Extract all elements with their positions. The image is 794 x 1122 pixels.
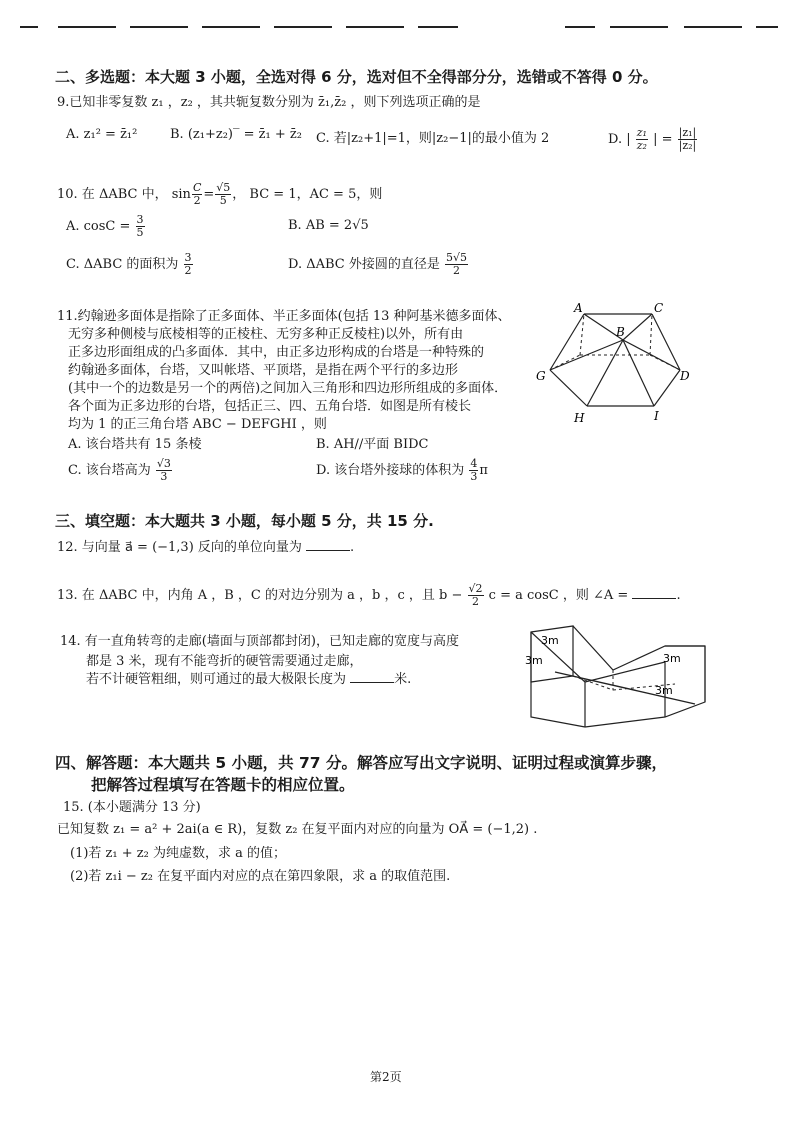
section-title-cont: 把解答过程填写在答题卡的相应位置。 bbox=[91, 776, 355, 794]
vertex-label: D bbox=[680, 369, 690, 383]
sub-question: (2)若 z₁i − z₂ 在复平面内对应的点在第四象限，求 a 的取值范围. bbox=[70, 869, 451, 884]
top-dash bbox=[20, 26, 38, 28]
fraction: $\frac{√2}{2}$ bbox=[468, 582, 483, 608]
fraction: $\frac{4}{3}$ bbox=[470, 457, 478, 483]
hidden-edge bbox=[650, 314, 652, 355]
dimension-label: 3m bbox=[541, 634, 559, 647]
answer-blank[interactable] bbox=[306, 538, 350, 551]
paragraph-line: 各个面为正多边形的台塔，包括正三、四、五角台塔．如图是所有棱长 bbox=[68, 399, 472, 414]
top-dash bbox=[610, 26, 668, 28]
fraction: $\frac{√5}{5}$ bbox=[216, 181, 231, 207]
top-dash bbox=[274, 26, 332, 28]
option-a: A. 该台塔共有 15 条棱 bbox=[68, 437, 202, 452]
paragraph-line: 正多边形面组成的凸多面体．其中，由正多边形构成的台塔是一种特殊的 bbox=[68, 345, 485, 360]
option-b: B. AB = 2√5 bbox=[288, 218, 369, 233]
dimension-label: 3m bbox=[655, 684, 673, 697]
edge bbox=[550, 370, 587, 406]
paragraph-line: 都是 3 米，现有不能弯折的硬管需要通过走廊， bbox=[86, 654, 363, 669]
vertex-label: G bbox=[536, 369, 546, 383]
question-stem: 9.已知非零复数 z₁ ，z₂ ，其共轭复数分别为 z̄₁,z̄₂ ，则下列选项正确的是 bbox=[57, 95, 481, 110]
sub-question: (1)若 z₁ + z₂ 为纯虚数，求 a 的值； bbox=[70, 846, 286, 861]
option-b: B. AH//平面 BIDC bbox=[316, 437, 429, 452]
edge bbox=[623, 314, 652, 340]
question-stem: 13. 在 ΔABC 中，内角 A ，B ，C 的对边分别为 a ，b ，c ，且 b − $\frac{√2}{2}$ c = a cosC ，则 ∠A = . bbox=[57, 582, 681, 608]
vertex-label: I bbox=[654, 409, 659, 423]
option-a: A. z₁² = z̄₁² bbox=[66, 127, 138, 142]
top-dash bbox=[202, 26, 260, 28]
option-a: A. cosC = $\frac{3}{5}$ bbox=[66, 213, 144, 239]
top-dash bbox=[756, 26, 778, 28]
fraction: $\frac{C}{2}$ bbox=[192, 181, 202, 207]
paragraph-line: 若不计硬管粗细，则可通过的最大极限长度为 米. bbox=[86, 672, 412, 687]
section-title: 二、多选题：本大题 3 小题，全选对得 6 分，选对但不全得部分分，选错或不答得 0 分。 bbox=[55, 68, 658, 86]
fraction: $\frac{√3}{3}$ bbox=[156, 457, 171, 483]
question-header: 15. (本小题满分 13 分) bbox=[63, 800, 201, 815]
option-d: D. ΔABC 外接圆的直径是 $\frac{5√5}{2}$ bbox=[288, 251, 468, 277]
fraction: $\frac{3}{5}$ bbox=[136, 213, 144, 239]
answer-blank[interactable] bbox=[632, 586, 676, 599]
dimension-label: 3m bbox=[525, 654, 543, 667]
question-stem: 已知复数 z₁ = a² + 2ai(a ∈ R)，复数 z₂ 在复平面内对应的向量为 OA⃗ = (−1,2) . bbox=[57, 822, 538, 837]
fraction: $\frac{\text{z₁}}{\text{z₂}}$ bbox=[636, 126, 647, 152]
option-d: D. | $\frac{\text{z₁}}{\text{z₂}}$ | = $\frac{\text{|z₁|}}{\text{|z₂|}}$ bbox=[608, 126, 697, 152]
paragraph-line: 均为 1 的正三角台塔 ABC − DEFGHI ，则 bbox=[68, 417, 327, 432]
dimension-label: 3m bbox=[663, 652, 681, 665]
fraction: $\frac{5√5}{2}$ bbox=[446, 251, 468, 277]
paragraph-line: 无穷多种侧棱与底棱相等的正棱柱、无穷多种正反棱柱)以外，所有由 bbox=[68, 327, 464, 342]
edge bbox=[623, 340, 654, 406]
pipe bbox=[555, 672, 695, 704]
option-b: B. (z₁+z₂)‾ = z̄₁ + z̄₂ bbox=[170, 127, 302, 142]
paragraph-line: (其中一个的边数是另一个的两倍)之间加入三角形和四边形所组成的多面体． bbox=[68, 381, 508, 396]
vertex-label: C bbox=[654, 301, 664, 315]
section-title: 四、解答题：本大题共 5 小题，共 77 分。解答应写出文字说明、证明过程或演算步骤， bbox=[55, 754, 667, 772]
question-stem: 12. 与向量 a⃗ = (−1,3) 反向的单位向量为 . bbox=[57, 540, 355, 555]
edge bbox=[587, 340, 623, 406]
question-stem: 10. 在 ΔABC 中， sin $\frac{C}{2}$ = $\frac{√5}{5}$ ， BC = 1，AC = 5，则 bbox=[57, 181, 383, 207]
stem-text: BC = 1，AC = 5，则 bbox=[249, 187, 383, 202]
paragraph-line: 14. 有一直角转弯的走廊(墙面与顶部都封闭)，已知走廊的宽度与高度 bbox=[60, 634, 459, 649]
edge bbox=[654, 370, 680, 406]
fraction: $\frac{\text{|z₁|}}{\text{|z₂|}}$ bbox=[678, 126, 697, 152]
cupola-figure bbox=[530, 300, 710, 430]
option-d: D. 该台塔外接球的体积为 $\frac{4}{3}$ π bbox=[316, 457, 488, 483]
edge bbox=[623, 340, 680, 370]
wall bbox=[573, 626, 705, 670]
option-label: D. bbox=[608, 132, 623, 147]
vertex-label: A bbox=[574, 301, 583, 315]
vertex-label: H bbox=[574, 411, 585, 425]
page-number: 第2页 bbox=[370, 1070, 402, 1084]
fraction: $\frac{3}{2}$ bbox=[184, 251, 192, 277]
paragraph-line: 约翰逊多面体，台塔，又叫帐塔、平顶塔，是指在两个平行的多边形 bbox=[68, 363, 459, 378]
option-c: C. 该台塔高为 $\frac{√3}{3}$ bbox=[68, 457, 171, 483]
option-c: C. 若|z₂+1|=1，则|z₂−1|的最小值为 2 bbox=[316, 131, 550, 146]
top-dash bbox=[130, 26, 188, 28]
section-title: 三、填空题：本大题共 3 小题，每小题 5 分，共 15 分. bbox=[55, 512, 434, 530]
corridor-figure bbox=[515, 622, 710, 732]
paragraph-line: 11.约翰逊多面体是指除了正多面体、半正多面体(包括 13 种阿基米德多面体、 bbox=[57, 309, 511, 324]
top-dash bbox=[565, 26, 595, 28]
top-dash bbox=[418, 26, 458, 28]
edge bbox=[652, 314, 680, 370]
answer-blank[interactable] bbox=[350, 670, 394, 683]
vertex-label: B bbox=[616, 325, 625, 339]
top-dash bbox=[58, 26, 116, 28]
top-dash bbox=[684, 26, 742, 28]
option-c: C. ΔABC 的面积为 $\frac{3}{2}$ bbox=[66, 251, 192, 277]
top-dash bbox=[346, 26, 404, 28]
stem-text: 10. 在 ΔABC 中， bbox=[57, 187, 168, 202]
